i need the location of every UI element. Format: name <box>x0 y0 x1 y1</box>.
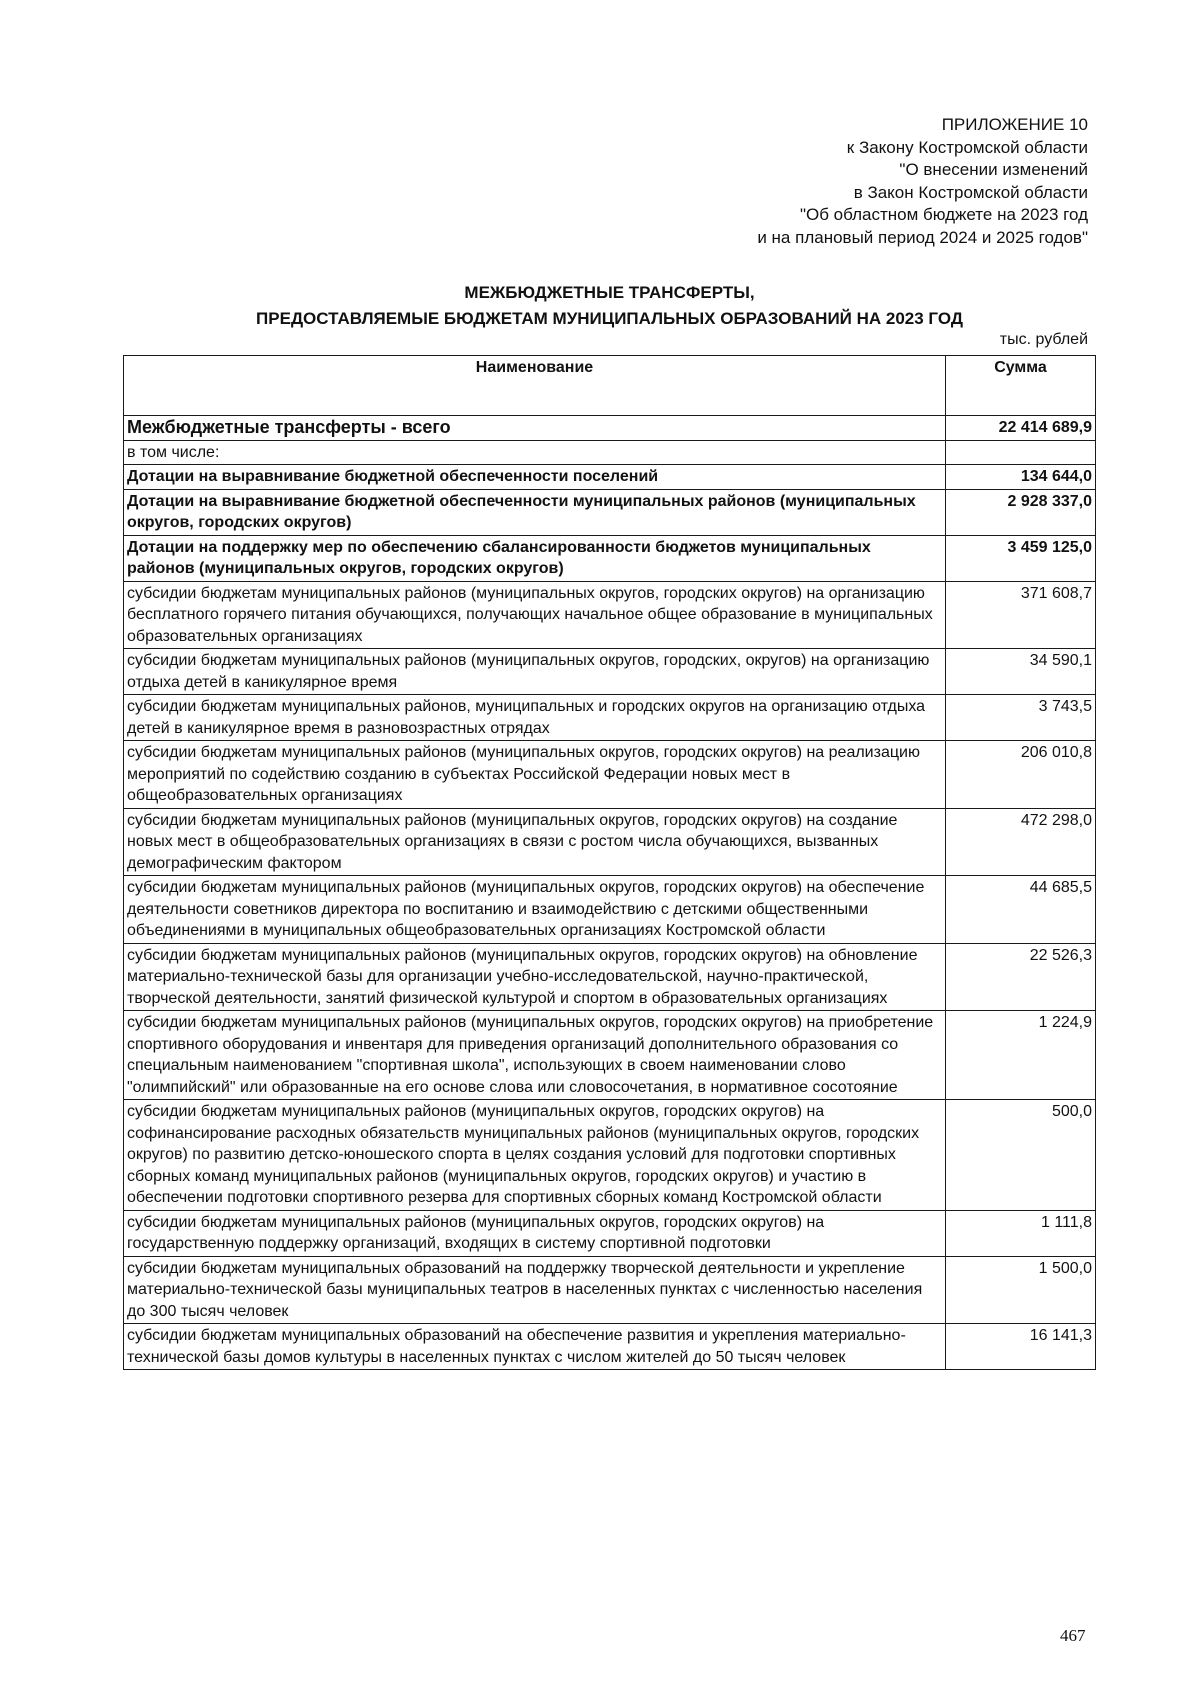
table-row <box>124 943 1096 1011</box>
appendix-line: "Об областном бюджете на 2023 год <box>799 205 1088 225</box>
units-label: тыс. рублей <box>999 331 1088 348</box>
row-sum: 22 526,3 <box>946 943 1096 1011</box>
appendix-header <box>757 114 1088 250</box>
row-name: Дотации на выравнивание бюджетной обеспеченности поселений <box>124 465 946 490</box>
table-row <box>124 1256 1096 1324</box>
row-sum: 1 500,0 <box>946 1256 1096 1324</box>
row-sum: 3 459 125,0 <box>946 535 1096 581</box>
row-name: субсидии бюджетам муниципальных районов (муниципальных округов, городских округов) на государственную поддержку организаций, входящих в систему спортивной подготовки <box>124 1210 946 1256</box>
table-row <box>124 1100 1096 1211</box>
table-row <box>124 876 1096 944</box>
row-name: субсидии бюджетам муниципальных районов (муниципальных округов, городских, округов) на организацию отдыха детей в каникулярное время <box>124 649 946 695</box>
row-name: субсидии бюджетам муниципальных образований на поддержку творческой деятельности и укрепление материально-технической базы муниципальных театров в населенных пунктах с численностью населения до 300 тысяч человек <box>124 1256 946 1324</box>
row-sum: 206 010,8 <box>946 741 1096 809</box>
row-sum: 2 928 337,0 <box>946 489 1096 535</box>
row-name: Дотации на выравнивание бюджетной обеспеченности муниципальных районов (муниципальных округов, городских округов) <box>124 489 946 535</box>
row-sum: 500,0 <box>946 1100 1096 1211</box>
row-name: субсидии бюджетам муниципальных районов, муниципальных и городских округов на организацию отдыха детей в каникулярное время в разновозрастных отрядах <box>124 695 946 741</box>
row-name: субсидии бюджетам муниципальных районов (муниципальных округов, городских округов) на создание новых мест в общеобразовательных организациях в связи с ростом числа обучающихся, вызванных демографическим фактором <box>124 808 946 876</box>
row-sum: 134 644,0 <box>946 465 1096 490</box>
row-sum: 1 111,8 <box>946 1210 1096 1256</box>
row-name: в том числе: <box>124 440 946 465</box>
table-row <box>124 1011 1096 1100</box>
column-header-sum: Сумма <box>946 356 1096 416</box>
table-row <box>124 649 1096 695</box>
appendix-line: в Закон Костромской области <box>853 182 1088 202</box>
row-sum: 1 224,9 <box>946 1011 1096 1100</box>
table-row <box>124 489 1096 535</box>
row-sum: 16 141,3 <box>946 1324 1096 1370</box>
document-title <box>112 280 1107 332</box>
row-sum: 34 590,1 <box>946 649 1096 695</box>
row-name: субсидии бюджетам муниципальных районов (муниципальных округов, городских округов) на реализацию мероприятий по содействию созданию в субъектах Российской Федерации новых мест в общеобразовательных организациях <box>124 741 946 809</box>
row-name: субсидии бюджетам муниципальных районов (муниципальных округов, городских округов) на обеспечение деятельности советников директора по воспитанию и взаимодействию с детскими общественными объединениями в муниципальных общеобразовательных организациях Костромской области <box>124 876 946 944</box>
column-header-name: Наименование <box>124 356 946 416</box>
table-body <box>124 416 1096 1370</box>
table-row <box>124 1324 1096 1370</box>
title-line-1: МЕЖБЮДЖЕТНЫЕ ТРАНСФЕРТЫ, <box>464 283 755 302</box>
table-row <box>124 581 1096 649</box>
table-row <box>124 465 1096 490</box>
row-sum: 371 608,7 <box>946 581 1096 649</box>
table-row <box>124 440 1096 465</box>
row-sum: 44 685,5 <box>946 876 1096 944</box>
appendix-line: и на плановый период 2024 и 2025 годов" <box>757 227 1088 247</box>
appendix-line: ПРИЛОЖЕНИЕ 10 <box>941 115 1088 134</box>
row-name: субсидии бюджетам муниципальных районов (муниципальных округов, городских округов) на приобретение спортивного оборудования и инвентаря для приведения организаций дополнительного образования со специальным наименованием "спортивная школа", использующих в своем наименовании слово "олимпийский" или образованные на его основе слова или словосочетания, в нормативное сосотояние <box>124 1011 946 1100</box>
row-sum: 3 743,5 <box>946 695 1096 741</box>
row-name: субсидии бюджетам муниципальных районов (муниципальных округов, городских округов) на организацию бесплатного горячего питания обучающихся, получающих начальное общее образование в муниципальных образовательных организациях <box>124 581 946 649</box>
table-row <box>124 416 1096 441</box>
row-name: субсидии бюджетам муниципальных образований на обеспечение развития и укрепления материально-технической базы домов культуры в населенных пунктах с числом жителей до 50 тысяч человек <box>124 1324 946 1370</box>
row-name: субсидии бюджетам муниципальных районов (муниципальных округов, городских округов) на софинансирование расходных обязательств муниципальных районов (муниципальных округов, городских округов) по развитию детско-юношеского спорта в целях создания условий для подготовки спортивных сборных команд муниципальных районов (муниципальных округов, городских округов) и участию в обеспечении подготовки спортивного резерва для спортивных сборных команд Костромской области <box>124 1100 946 1211</box>
row-name: Дотации на поддержку мер по обеспечению сбалансированности бюджетов муниципальных районов (муниципальных округов, городских округов) <box>124 535 946 581</box>
appendix-line: к Закону Костромской области <box>846 137 1088 157</box>
table-row <box>124 808 1096 876</box>
title-line-2: ПРЕДОСТАВЛЯЕМЫЕ БЮДЖЕТАМ МУНИЦИПАЛЬНЫХ ОБРАЗОВАНИЙ НА 2023 ГОД <box>256 309 963 328</box>
page-number: 467 <box>1060 1626 1086 1645</box>
table-row <box>124 741 1096 809</box>
row-sum: 22 414 689,9 <box>946 416 1096 441</box>
table-row <box>124 535 1096 581</box>
table-row <box>124 1210 1096 1256</box>
row-sum: 472 298,0 <box>946 808 1096 876</box>
appendix-line: "О внесении изменений <box>899 160 1088 180</box>
table-row <box>124 695 1096 741</box>
row-name: субсидии бюджетам муниципальных районов (муниципальных округов, городских округов) на обновление материально-технической базы для организации учебно-исследовательской, научно-практической, творческой деятельности, занятий физической культурой и спортом в образовательных организациях <box>124 943 946 1011</box>
row-name: Межбюджетные трансферты - всего <box>124 416 946 441</box>
table-header-row <box>124 356 1096 416</box>
row-sum <box>946 440 1096 465</box>
transfers-table <box>123 355 1096 1370</box>
